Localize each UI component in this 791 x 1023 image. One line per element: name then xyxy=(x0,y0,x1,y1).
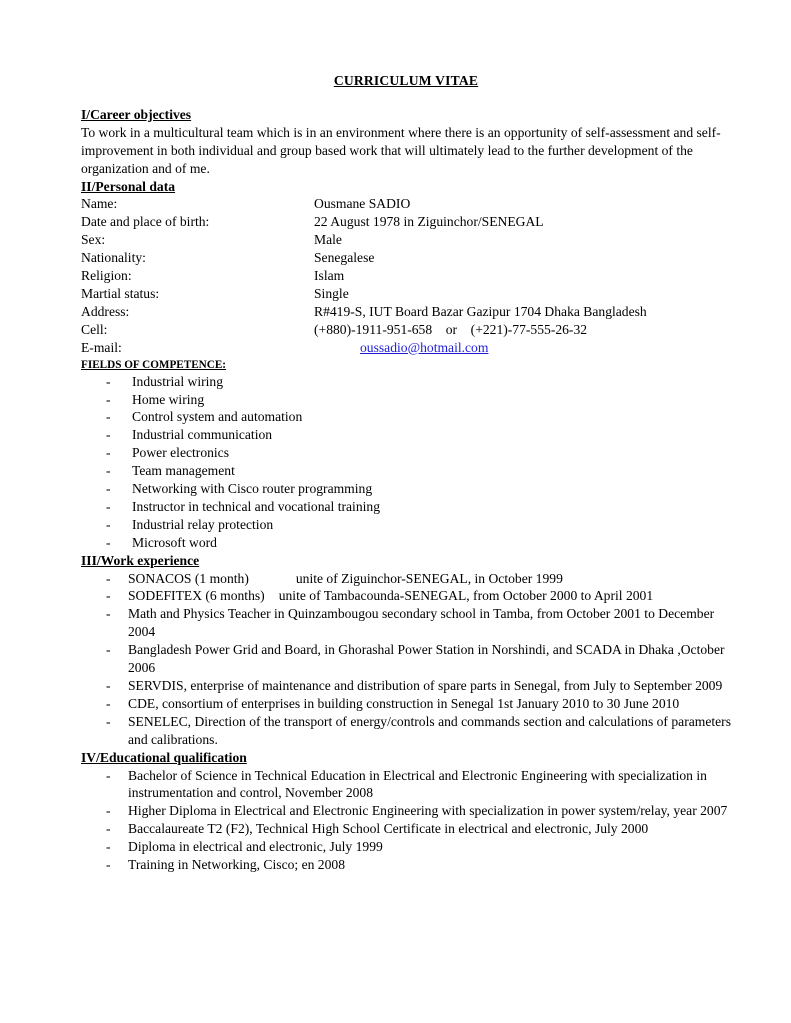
list-item: - Networking with Cisco router programming xyxy=(106,481,373,497)
list-item: - Training in Networking, Cisco; en 2008 xyxy=(106,857,345,873)
list-item: - CDE, consortium of enterprises in building construction in Senegal 1st January 2010 to 30 June 2010 xyxy=(106,695,680,711)
email-link[interactable]: oussadio@hotmail.com xyxy=(360,339,489,355)
personal-row xyxy=(81,285,741,303)
career-objectives-heading: I/Career objectives xyxy=(81,106,192,122)
cv-document xyxy=(81,72,741,874)
personal-row xyxy=(81,249,741,267)
list-item: - Diploma in electrical and electronic, July 1999 xyxy=(106,839,383,855)
personal-label: Sex: xyxy=(81,232,106,248)
list-item: - Power electronics xyxy=(106,445,230,461)
work-experience-heading: III/Work experience xyxy=(81,552,200,568)
personal-label: Date and place of birth: xyxy=(81,214,210,230)
list-item: - Bachelor of Science in Technical Education in Electrical and Electronic Engineering with specialization in instrumentation and control, November 2008 xyxy=(106,767,707,801)
personal-value: Senegalese xyxy=(314,250,375,266)
competence-list xyxy=(81,373,741,552)
list-item: - Industrial relay protection xyxy=(106,516,274,532)
list-item: - SERVDIS, enterprise of maintenance and distribution of spare parts in Senegal, from July to September 2009 xyxy=(106,678,723,693)
personal-row xyxy=(81,321,741,339)
personal-value: 22 August 1978 in Ziguinchor/SENEGAL xyxy=(314,214,544,230)
list-item: - Control system and automation xyxy=(106,409,303,425)
list-item: - Math and Physics Teacher in Quinzambougou secondary school in Tamba, from October 2001 to December 2004 xyxy=(106,606,715,640)
list-item: - SODEFITEX (6 months) unite of Tambacounda-SENEGAL, from October 2000 to April 2001 xyxy=(106,588,654,604)
document-title: CURRICULUM VITAE xyxy=(333,73,479,88)
personal-row xyxy=(81,195,741,213)
career-objectives-text: To work in a multicultural team which is in an environment where there is an opportunity of self-assessment and self-improvement in both individual and group based work that will ultimately lead to the further development of the organization and of me. xyxy=(81,124,721,176)
personal-row xyxy=(81,267,741,285)
list-item: - Industrial communication xyxy=(106,427,273,443)
work-experience-list xyxy=(81,570,741,749)
personal-row xyxy=(81,231,741,249)
list-item: - Home wiring xyxy=(106,391,205,407)
fields-of-competence-heading: FIELDS OF COMPETENCE: xyxy=(81,358,227,371)
list-item: - Industrial wiring xyxy=(106,373,223,389)
personal-label: Religion: xyxy=(81,268,132,284)
personal-data-heading: II/Personal data xyxy=(81,178,176,194)
list-item: - Higher Diploma in Electrical and Electronic Engineering with specialization in power system/relay, year 2007 xyxy=(106,803,728,819)
list-item: - SONACOS (1 month) unite of Ziguinchor-SENEGAL, in October 1999 xyxy=(106,570,563,586)
personal-value: R#419-S, IUT Board Bazar Gazipur 1704 Dhaka Bangladesh xyxy=(314,303,647,319)
education-list xyxy=(81,767,741,874)
personal-value: Single xyxy=(314,285,349,301)
list-item: - Baccalaureate T2 (F2), Technical High School Certificate in electrical and electronic, July 2000 xyxy=(106,821,649,837)
personal-value: Islam xyxy=(314,268,345,284)
personal-label: Address: xyxy=(81,303,130,319)
personal-value: Male xyxy=(314,232,342,248)
personal-row xyxy=(81,213,741,231)
list-item: - Bangladesh Power Grid and Board, in Ghorashal Power Station in Norshindi, and SCADA in Dhaka ,October 2006 xyxy=(106,642,725,676)
personal-row-email xyxy=(81,339,741,357)
email-label: E-mail: xyxy=(81,339,122,355)
personal-label: Martial status: xyxy=(81,285,160,301)
personal-label: Cell: xyxy=(81,321,108,337)
personal-value: (+880)-1911-951-658 or (+221)-77-555-26-32 xyxy=(314,321,588,337)
personal-data-table xyxy=(81,195,741,356)
list-item: - Microsoft word xyxy=(106,534,217,550)
personal-row xyxy=(81,303,741,321)
personal-label: Name: xyxy=(81,196,118,212)
personal-value: Ousmane SADIO xyxy=(314,196,411,212)
list-item: - Team management xyxy=(106,463,235,479)
personal-label: Nationality: xyxy=(81,250,146,266)
educational-qualification-heading: IV/Educational qualification xyxy=(81,749,247,765)
list-item: - Instructor in technical and vocational training xyxy=(106,498,380,514)
list-item: - SENELEC, Direction of the transport of energy/controls and commands section and calculations of parameters and calibrations. xyxy=(106,713,731,747)
